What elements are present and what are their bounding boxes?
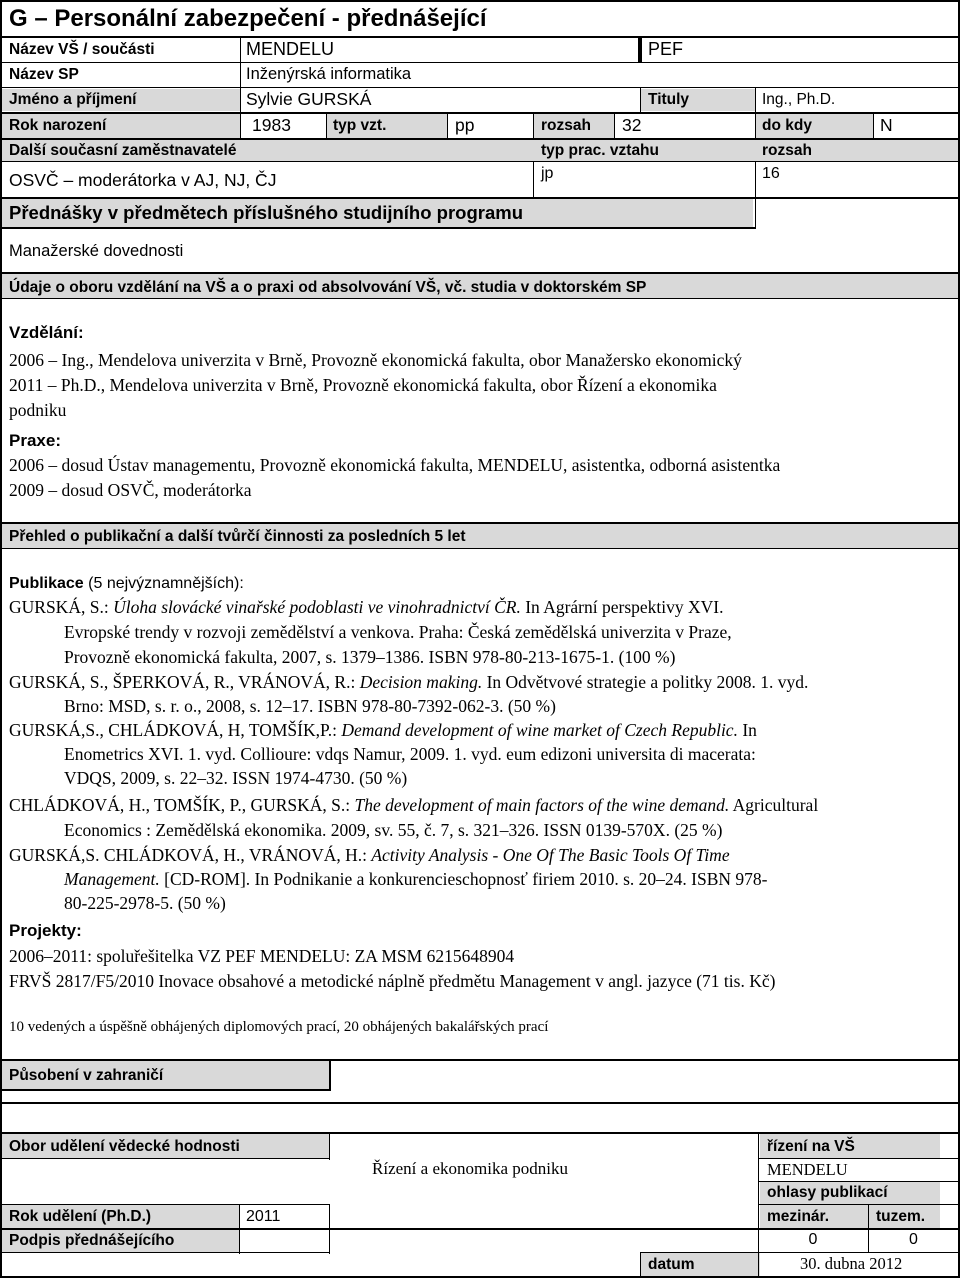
birth-label: Rok narození bbox=[9, 117, 107, 134]
rule bbox=[0, 272, 960, 274]
rule bbox=[0, 1059, 960, 1061]
publication-authors: GURSKÁ,S. CHLÁDKOVÁ, H., VRÁNOVÁ, H.: bbox=[9, 845, 372, 865]
vrule bbox=[329, 1133, 330, 1160]
publication-line: Provozně ekonomická fakulta, 2007, s. 1379–1386. ISBN 978-80-213-1675-1. (100 %) bbox=[64, 647, 676, 667]
vrule bbox=[533, 113, 534, 139]
vrule bbox=[638, 37, 642, 63]
publications-label: Publikace bbox=[9, 575, 84, 592]
field-value: Řízení a ekonomika podniku bbox=[372, 1159, 568, 1178]
rule bbox=[0, 1089, 330, 1091]
employer-type-value: jp bbox=[541, 165, 554, 182]
publication-source: Agricultural bbox=[729, 795, 819, 815]
name-value: Sylvie GURSKÁ bbox=[246, 89, 372, 109]
citations-domestic-value: 0 bbox=[909, 1231, 918, 1248]
rule bbox=[0, 548, 960, 549]
rule bbox=[758, 1204, 960, 1205]
publication-source: In Odvětvové strategie a politky 2008. 1. vyd. bbox=[482, 672, 809, 692]
publication-line: Enometrics XVI. 1. vyd. Collioure: vdqs Namur, 2009. 1. vyd. eum edizoni universita di macerata: bbox=[64, 744, 756, 764]
practice-item: 2009 – dosud OSVČ, moderátorka bbox=[9, 480, 252, 500]
education-label: Vzdělání: bbox=[9, 323, 84, 342]
name-label: Jméno a příjmení bbox=[9, 91, 137, 108]
rule bbox=[0, 1158, 330, 1159]
until-label: do kdy bbox=[762, 117, 812, 134]
procedure-label: řízení na VŠ bbox=[767, 1138, 855, 1155]
practice-label: Praxe: bbox=[9, 431, 61, 450]
publications-label-line bbox=[9, 570, 244, 596]
education-item: 2011 – Ph.D., Mendelova univerzita v Brně, Provozně ekonomická fakulta, obor Řízení a ekonomika bbox=[9, 375, 717, 395]
rule bbox=[0, 1204, 330, 1205]
procedure-value: MENDELU bbox=[767, 1160, 848, 1179]
school-value: MENDELU bbox=[246, 39, 335, 59]
publication-title: The development of main factors of the wine demand. bbox=[354, 795, 730, 815]
rule bbox=[0, 62, 960, 63]
employer-value: OSVČ – moderátorka v AJ, NJ, ČJ bbox=[9, 170, 277, 190]
page-title: G – Personální zabezpečení - přednášející bbox=[9, 5, 487, 32]
rule bbox=[0, 1132, 960, 1134]
birth-value: 1983 bbox=[252, 115, 291, 135]
employers-label: Další současní zaměstnavatelé bbox=[9, 142, 237, 159]
lectures-heading: Přednášky v předmětech příslušného studijního programu bbox=[9, 202, 523, 223]
publication-title: Management. bbox=[64, 869, 160, 889]
vrule bbox=[326, 113, 327, 139]
publication-line: 80-225-2978-5. (50 %) bbox=[64, 893, 226, 913]
citations-intl-value: 0 bbox=[808, 1231, 818, 1248]
vrule bbox=[614, 113, 615, 139]
field-label: Obor udělení vědecké hodnosti bbox=[9, 1138, 240, 1155]
rule bbox=[0, 197, 960, 199]
publication-entry bbox=[9, 670, 808, 694]
degree-year-label: Rok udělení (Ph.D.) bbox=[9, 1208, 152, 1225]
publication-entry bbox=[9, 843, 730, 867]
scope-value: 32 bbox=[622, 115, 642, 135]
contract-type-value: pp bbox=[455, 115, 475, 135]
rule bbox=[0, 87, 960, 88]
date-value: 30. dubna 2012 bbox=[800, 1254, 903, 1273]
titles-label: Tituly bbox=[648, 91, 690, 108]
vrule bbox=[239, 1204, 240, 1254]
signature-label: Podpis přednášejícího bbox=[9, 1232, 175, 1249]
publication-source: In Agrární perspektivy XVI. bbox=[520, 597, 724, 617]
degree-year-value: 2011 bbox=[246, 1208, 281, 1225]
publication-authors: GURSKÁ,S., CHLÁDKOVÁ, H, TOMŠÍK,P.: bbox=[9, 720, 342, 740]
theses-note: 10 vedených a úspěšně obhájených diplomových prací, 20 obhájených bakalářských prací bbox=[9, 1019, 549, 1035]
abroad-heading: Působení v zahraničí bbox=[9, 1067, 164, 1084]
border-left bbox=[0, 0, 2, 1278]
titles-value: Ing., Ph.D. bbox=[762, 91, 836, 108]
publication-authors: GURSKÁ, S.: bbox=[9, 597, 114, 617]
employers-scope-label: rozsah bbox=[762, 142, 812, 159]
education-item-cont: podniku bbox=[9, 400, 67, 420]
rule bbox=[0, 112, 960, 114]
citations-label: ohlasy publikací bbox=[767, 1184, 888, 1201]
employer-scope-value: 16 bbox=[762, 165, 780, 182]
publication-source: [CD-ROM]. In Podnikanie a konkurencieschopnosť firiem 2010. s. 20–24. ISBN 978- bbox=[159, 869, 768, 889]
publication-entry bbox=[9, 793, 818, 817]
publication-entry bbox=[9, 718, 757, 742]
rule bbox=[0, 36, 960, 38]
program-label: Název SP bbox=[9, 66, 79, 83]
vrule bbox=[329, 1204, 330, 1254]
publication-line: Economics : Zemědělská ekonomika. 2009, sv. 55, č. 7, s. 321–326. ISSN 0139-570X. (25 %) bbox=[64, 820, 723, 840]
lecture-course: Manažerské dovednosti bbox=[9, 242, 184, 260]
publications-label-note: (5 nejvýznamnějších): bbox=[83, 575, 244, 592]
vrule bbox=[755, 162, 756, 229]
rule bbox=[0, 227, 755, 229]
projects-label: Projekty: bbox=[9, 921, 82, 940]
publication-authors: CHLÁDKOVÁ, H., TOMŠÍK, P., GURSKÁ, S.: bbox=[9, 795, 355, 815]
publication-line bbox=[9, 867, 768, 891]
program-value: Inženýrská informatika bbox=[246, 65, 412, 83]
education-heading: Údaje o oboru vzdělání na VŠ a o praxi od absolvování VŠ, vč. studia v doktorském SP bbox=[9, 279, 647, 296]
until-value: N bbox=[880, 115, 893, 135]
publication-title: Activity Analysis - One Of The Basic Tools Of Time bbox=[371, 845, 730, 865]
publication-entry bbox=[9, 595, 724, 619]
rule bbox=[0, 522, 960, 524]
vrule bbox=[533, 162, 534, 198]
citations-intl-label: mezinár. bbox=[767, 1208, 830, 1225]
publication-title: Demand development of wine market of Czech Republic. bbox=[341, 720, 738, 740]
vrule bbox=[873, 113, 874, 139]
vrule bbox=[240, 37, 241, 139]
vrule bbox=[755, 88, 756, 139]
publications-heading: Přehled o publikační a další tvůrčí činnosti za posledních 5 let bbox=[9, 528, 466, 545]
date-label: datum bbox=[648, 1256, 695, 1273]
employers-type-label: typ prac. vztahu bbox=[541, 142, 659, 159]
publication-title: Decision making. bbox=[359, 672, 483, 692]
faculty-value: PEF bbox=[648, 39, 684, 59]
project-item: FRVŠ 2817/F5/2010 Inovace obsahové a metodické náplně předmětu Management v angl. jazyce (71 tis. Kč) bbox=[9, 971, 776, 991]
vrule bbox=[640, 88, 641, 114]
education-item: 2006 – Ing., Mendelova univerzita v Brně, Provozně ekonomická fakulta, obor Manažersko ekonomický bbox=[9, 350, 742, 370]
publication-line: Brno: MSD, s. r. o., 2008, s. 12–17. ISBN 978-80-7392-062-3. (50 %) bbox=[64, 696, 556, 716]
practice-item: 2006 – dosud Ústav managementu, Provozně ekonomická fakulta, MENDELU, asistentka, odborná asistentka bbox=[9, 455, 781, 475]
publication-line: Evropské trendy v rozvoji zemědělství a venkova. Praha: Česká zemědělská univerzita v Praze, bbox=[64, 622, 732, 642]
rule bbox=[0, 298, 960, 299]
publication-source: In bbox=[737, 720, 757, 740]
vrule bbox=[447, 113, 448, 139]
project-item: 2006–2011: spoluřešitelka VZ PEF MENDELU: ZA MSM 6215648904 bbox=[9, 946, 515, 966]
vrule bbox=[758, 1133, 759, 1278]
publication-line: VDQS, 2009, s. 22–32. ISSN 1974-4730. (50 %) bbox=[64, 768, 408, 788]
publication-title: Úloha slovácké vinařské podoblasti ve vinohradnictví ČR. bbox=[113, 597, 521, 617]
citations-domestic-label: tuzem. bbox=[876, 1208, 926, 1225]
rule bbox=[0, 1102, 960, 1104]
contract-type-label: typ vzt. bbox=[333, 117, 387, 134]
scope-label: rozsah bbox=[541, 117, 591, 134]
border-top bbox=[0, 0, 960, 2]
school-label: Název VŠ / součásti bbox=[9, 41, 155, 58]
rule bbox=[0, 1252, 330, 1253]
publication-authors: GURSKÁ, S., ŠPERKOVÁ, R., VRÁNOVÁ, R.: bbox=[9, 672, 360, 692]
vrule bbox=[640, 1252, 641, 1278]
rule bbox=[0, 161, 960, 162]
vrule bbox=[329, 1060, 331, 1091]
